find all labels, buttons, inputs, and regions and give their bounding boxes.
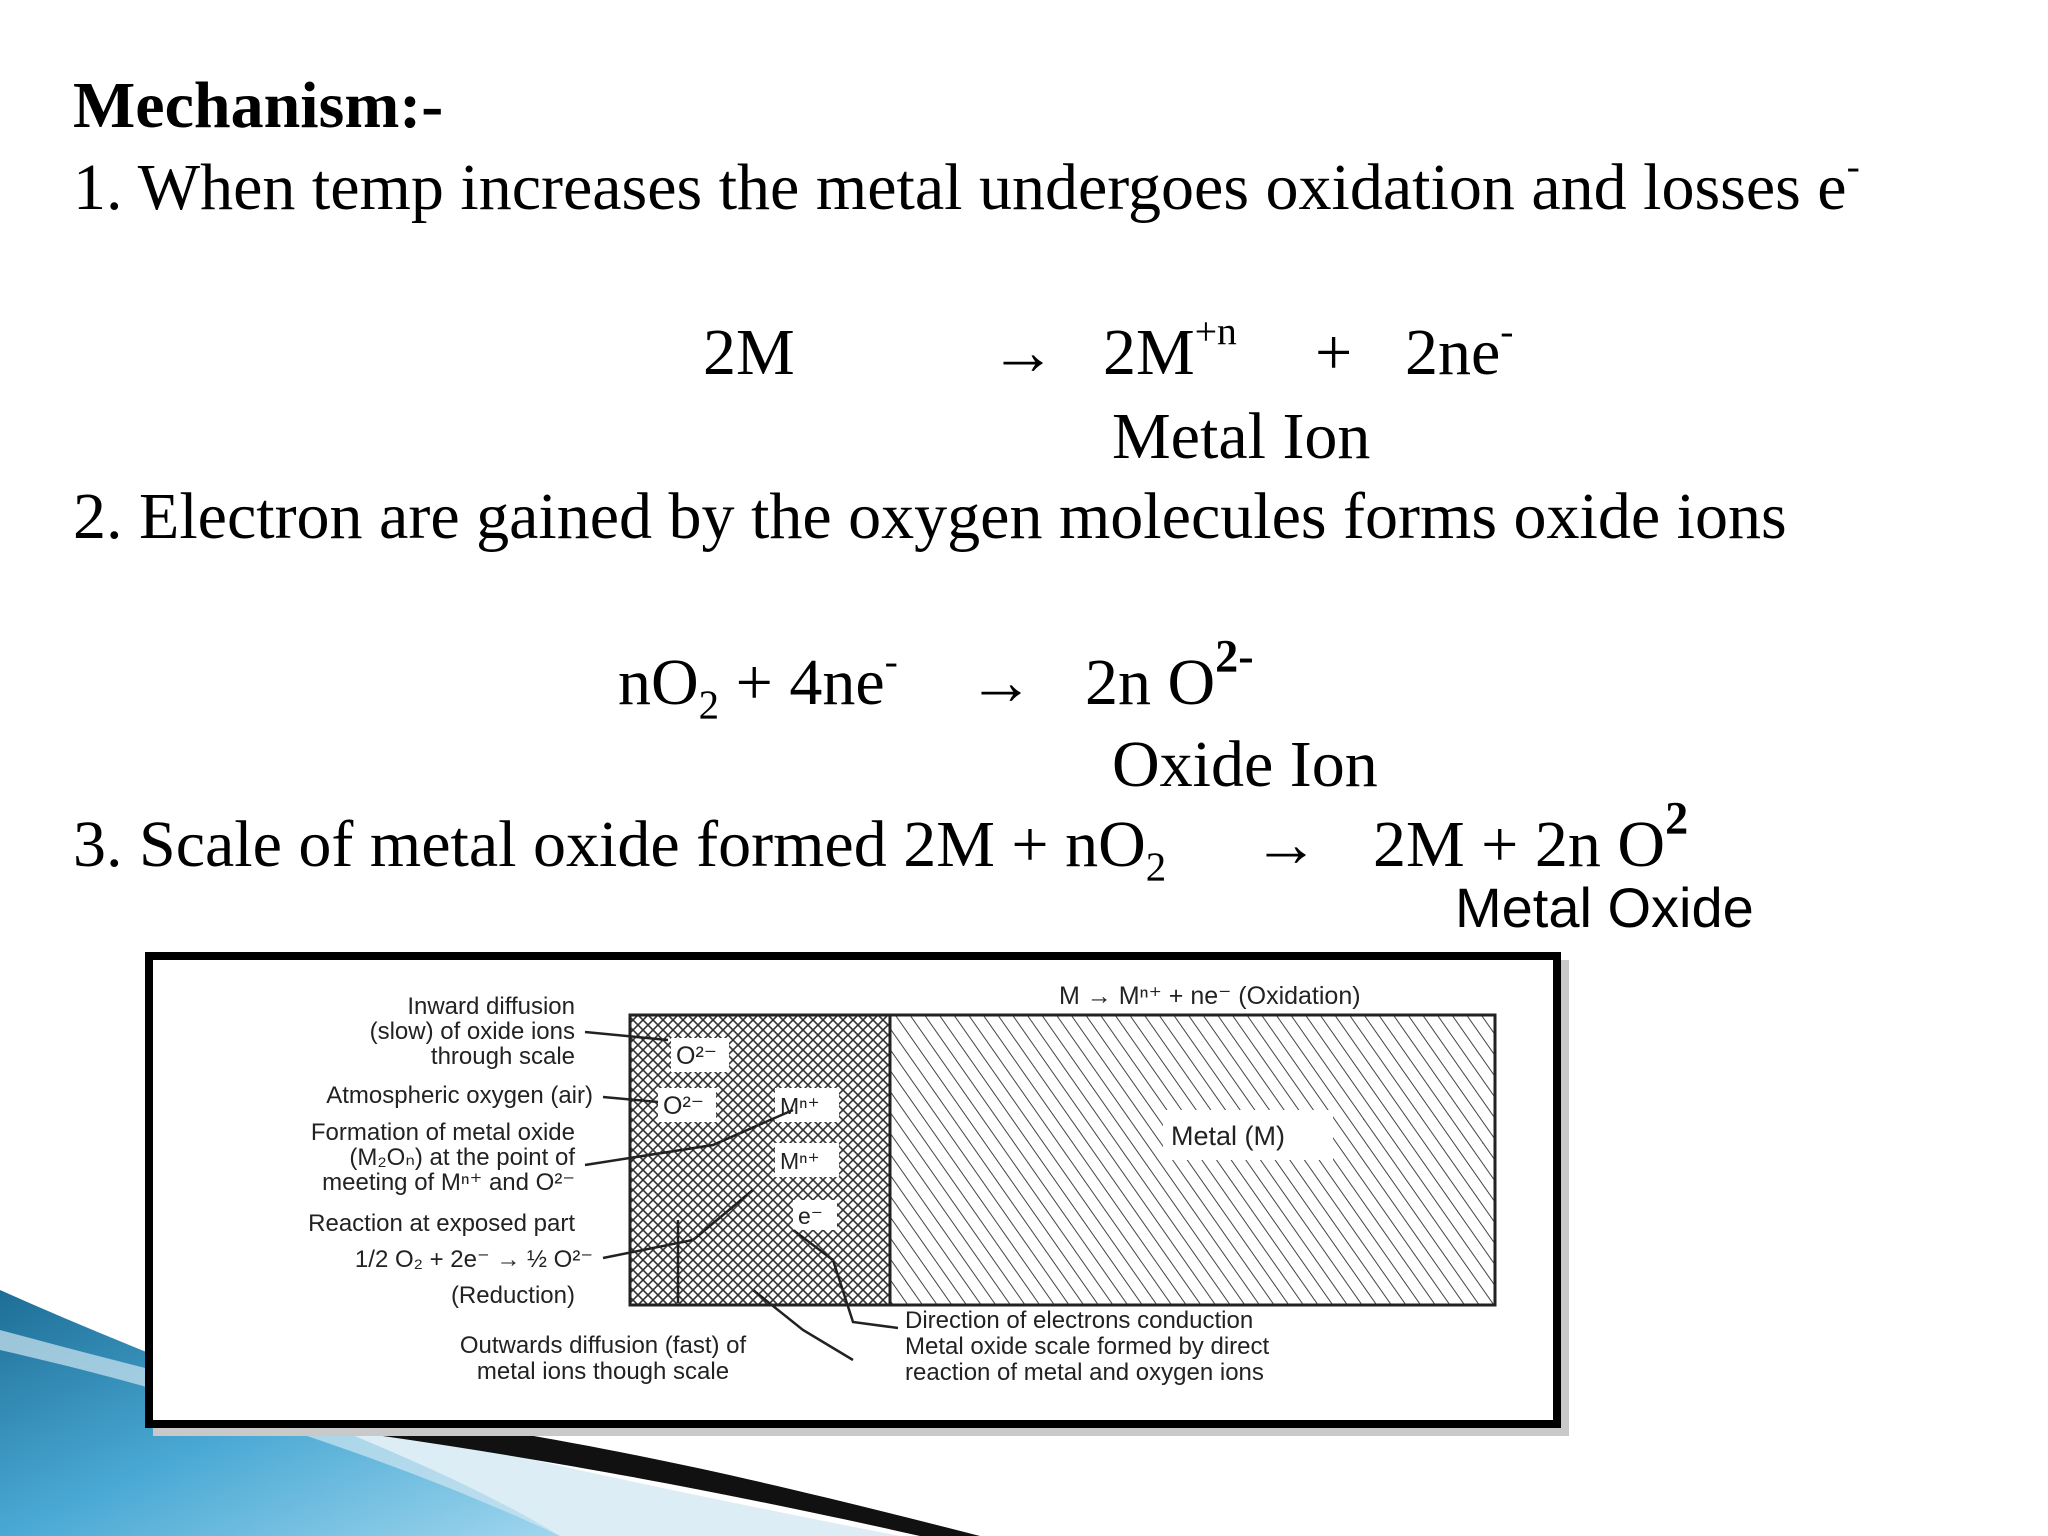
ion-label: Mⁿ⁺ [780,1093,820,1119]
scale-region [630,1015,890,1305]
eq3-arrow: → [1253,808,1319,881]
svg-text:Direction of electrons conduct: Direction of electrons conduction [905,1307,1254,1334]
eq1-plus: + [1315,316,1353,389]
svg-text:Reaction at exposed part: Reaction at exposed part [308,1210,575,1237]
step-3: 3. Scale of metal oxide formed $2M + nO_2$ [73,808,1167,890]
svg-text:Atmospheric oxygen (air): Atmospheric oxygen (air) [326,1082,593,1109]
bottom-right-labels [905,1307,1269,1386]
eq2-arrow: → [968,646,1034,719]
bottom-left-labels [460,1332,747,1385]
eq1-lhs: 2M [703,316,795,389]
svg-text:Inward diffusion: Inward diffusion [407,993,575,1020]
eq3-label: Metal Oxide [1455,876,1754,939]
step-2: 2. Electron are gained by the oxygen molecules forms oxide ions [73,480,1787,553]
eq3-product: 2M + 2n $O^2$ [1373,792,1689,881]
step-1 [73,144,1860,224]
ion-label: e⁻ [798,1203,823,1229]
eq1-electrons: 2ne- [1405,309,1514,389]
step-1-sup: - [1846,144,1860,189]
step-1-text: 1. When temp increases the metal undergoes oxidation and losses e [73,151,1847,224]
ion-label: O²⁻ [676,1042,717,1070]
figure-top-label: M → Mⁿ⁺ + ne⁻ (Oxidation) [1059,982,1361,1010]
metal-label: Metal (M) [1171,1121,1285,1151]
svg-text:reaction of metal and oxygen i: reaction of metal and oxygen ions [905,1359,1264,1386]
svg-text:(slow) of oxide ions: (slow) of oxide ions [369,1018,575,1045]
svg-text:Outwards diffusion (fast) of: Outwards diffusion (fast) of [459,1332,747,1359]
svg-text:through scale: through scale [430,1043,575,1070]
eq1-arrow: → [990,316,1056,389]
oxidation-mechanism-diagram [145,952,1561,1428]
svg-text:1/2 O₂ + 2e⁻ → ½ O²⁻: 1/2 O₂ + 2e⁻ → ½ O²⁻ [354,1246,593,1273]
svg-text:Formation of metal oxide: Formation of metal oxide [310,1119,575,1146]
svg-text:meeting of Mⁿ⁺ and O²⁻: meeting of Mⁿ⁺ and O²⁻ [322,1169,575,1196]
svg-text:metal ions though scale: metal ions though scale [476,1358,730,1385]
eq1-label: Metal Ion [1112,400,1371,473]
eq1-product: $2M^{+n}$ [1103,309,1237,389]
svg-text:(M₂Oₙ) at the point of: (M₂Oₙ) at the point of [349,1144,575,1171]
slide-title: Mechanism:- [73,69,444,142]
svg-text:(Reduction): (Reduction) [450,1282,575,1309]
eq2-reactants: $nO_2 + 4ne^-$ [618,639,898,728]
left-labels [308,993,593,1309]
eq2-product: 2n $O^{2-}$ [1085,630,1254,719]
svg-text:Metal oxide scale formed by di: Metal oxide scale formed by direct [905,1333,1270,1360]
eq2-label: Oxide Ion [1112,728,1378,801]
ion-label: Mⁿ⁺ [780,1148,820,1174]
ion-label: O²⁻ [663,1092,704,1120]
